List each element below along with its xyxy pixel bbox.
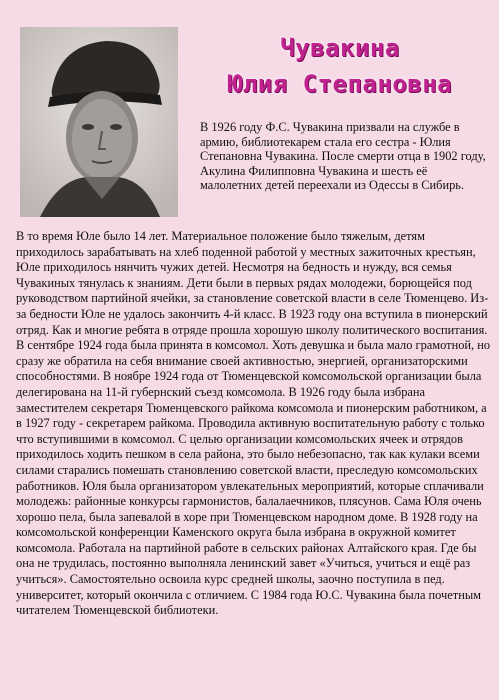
portrait-photo-icon [20, 27, 178, 217]
page-title [190, 30, 490, 102]
main-paragraph: В то время Юле было 14 лет. Материальное положение было тяжелым, детям приходилось зарабатывать на хлеб поденной работой у местных зажиточных крестьян, Юле приходилось нянчить чужих детей. Несмотря на бедность и нужду, вся семья Чувакиных тянулась к знаниям. Дети были в первых рядах молодежи, борющейся под руководством партийной ячейки, за становление советской власти в селе Тюменцево. Из-за бедности Юле не удалось закончить 4-й класс. В 1923 году она вступила в пионерский отряд. Как и многие ребята в отряде прошла хорошую школу политического воспитания. В сентябре 1924 года была принята в комсомол. Хоть девушка и была мало грамотной, но сразу же обратила на себя внимание своей активностью, энергией, организаторскими способностями. В ноябре 1924 года от Тюменцевской комсомольской организации была делегирована на 11-й губернский съезд комсомола. В 1926 году была избрана заместителем секретаря Тюменцевского райкома комсомола и пионерским работником, а в 1927 году - секретарем райкома. Проводила активную воспитательную работу с только что вступившими в комсомол. С целью организации комсомольских ячеек и отрядов приходилось ходить пешком в села района, это было небезопасно, так как кулаки всеми силами старались помешать становлению советской власти, преследую комсомольских работников. Юля была организатором увлекательных мероприятий, которые сплачивали молодежь: районные конкурсы гармонистов, балалаечников, плясунов. Сама Юля очень хорошо пела, была запевалой в хоре при Тюменцевском народном доме. В 1928 году на комсомольской конференции Каменского округа была избрана в окружной комитет комсомола. Работала на партийной работе в сельских районах Алтайского края. Где бы она не трудилась, постоянно выполняла ленинский завет «Учиться, учиться и ещё раз учиться». Самостоятельно освоила курс средней школы, заочно поступила в пед. университет, который окончила с отличием. С 1984 года Ю.С. Чувакина была почетным читателем Тюменцевской библиотеки. [16, 229, 491, 618]
portrait-photo [20, 27, 178, 217]
title-line-surname: Чувакина [280, 34, 400, 62]
title-line-name: Юлия Степановна [227, 70, 453, 98]
intro-paragraph: В 1926 году Ф.С. Чувакина призвали на службе в армию, библиотекарем стала его сестра - Юлия Степановна Чувакина. После смерти отца в 1902 году, Акулина Филипповна Чувакина и шесть её малолетних детей переехали из Одессы в Сибирь. [200, 120, 486, 193]
